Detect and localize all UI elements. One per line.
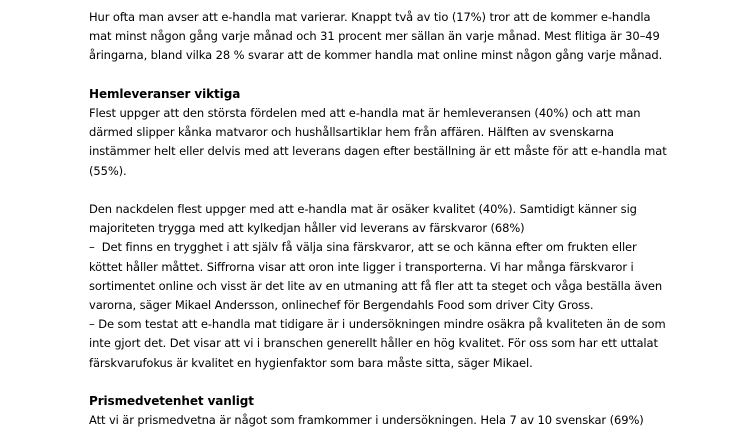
section-heading-home-delivery: Hemleveranser viktiga (89, 86, 241, 101)
paragraph-quote-quality: – De som testat att e-handla mat tidigare är i undersökningen mindre osäkra på kvaliteten än de som inte gjort det. Det visar att vi i branschen generellt håller en hög kvalitet. För oss som har ett uttalat färskvarufokus är kvalitet en hygienfaktor som bara måste sitta, säger Mikael. (89, 317, 666, 370)
section-heading-price-awareness: Prismedvetenhet vanligt (89, 394, 254, 409)
document-page (89, 8, 729, 430)
paragraph-spacer (89, 181, 729, 200)
paragraph-purchase-frequency: Hur ofta man avser att e-handla mat varierar. Knappt två av tio (17%) tror att de kommer e-handla mat minst någon gång varje månad och 31 procent mer sällan än varje månad. Mest flitiga är 30–49 åringarna, bland vilka 28 % svarar att de kommer handla mat online minst någon gång varje månad. (89, 10, 663, 63)
paragraph-spacer (89, 66, 729, 85)
paragraph-quote-freshness: – Det finns en trygghet i att själv få välja sina färskvaror, att se och känna efter om frukten eller köttet håller måttet. Siffrorna visar att oron inte ligger i transporterna. Vi har många färskvaror i sortimentet online och visst är det lite av en utmaning att få fler att ta steget och våga beställa även varorna, säger Mikael Andersson, onlinechef för Bergendahls Food som driver City Gross. (89, 240, 663, 313)
paragraph-price-awareness: Att vi är prismedvetna är något som framkommer i undersökningen. Hela 7 av 10 svenskar (69%) (89, 413, 644, 428)
paragraph-spacer (89, 373, 729, 392)
paragraph-quality-concern: Den nackdelen flest uppger med att e-handla mat är osäker kvalitet (40%). Samtidigt känner sig majoriteten trygga med att kylkedjan håller vid leverans av färskvaror (68%) (89, 202, 637, 236)
paragraph-home-delivery: Flest uppger att den största fördelen med att e-handla mat är hemleveransen (40%) och att man därmed slipper kånka matvaror och hushållsartiklar hem från affären. Hälften av svenskarna instämmer helt eller delvis med att leverans dagen efter beställning är ett måste för att e-handla mat (55%). (89, 106, 667, 178)
